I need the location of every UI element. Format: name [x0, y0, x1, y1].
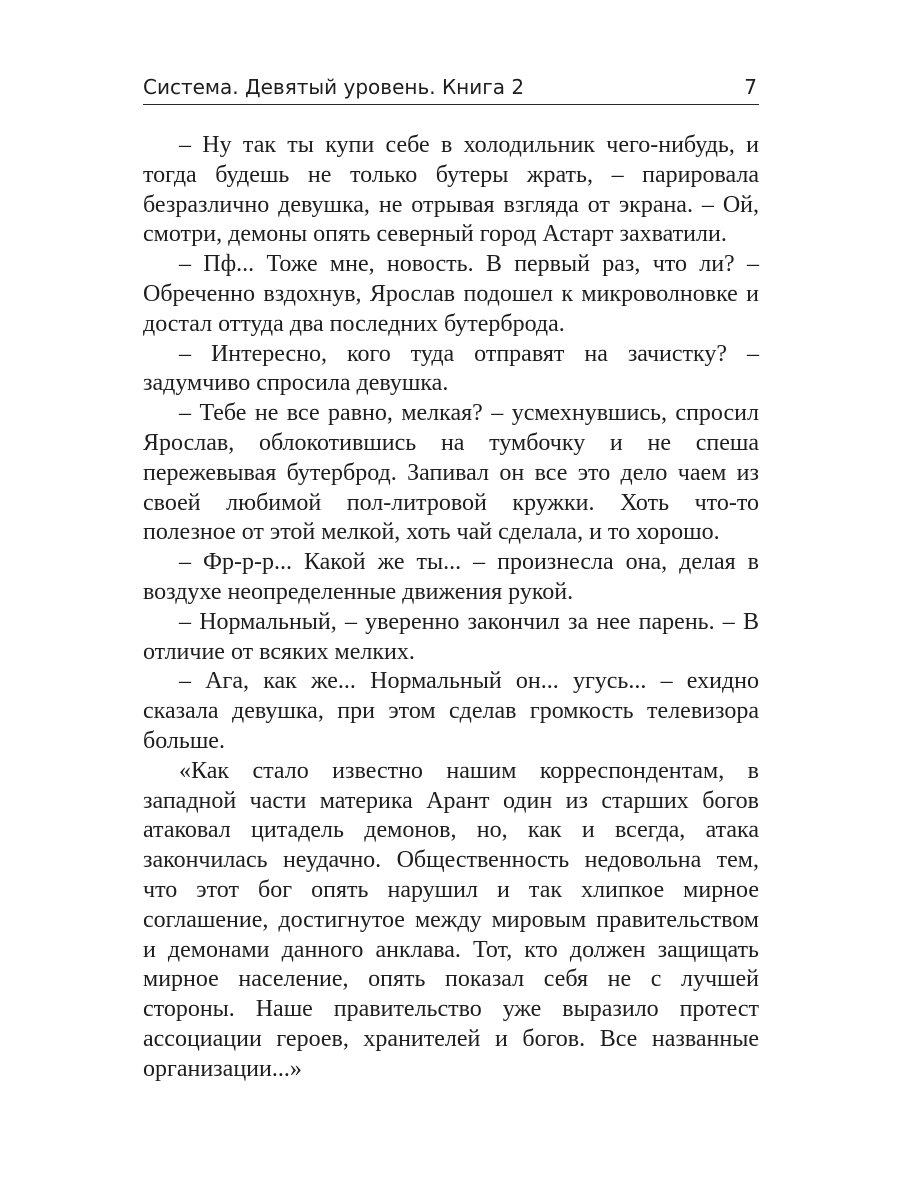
paragraph: – Фр-р-р... Какой же ты... – произнесла она, делая в воздухе неопределенные движения рукой. [143, 549, 759, 605]
paragraph: «Как стало известно нашим корреспондентам, в западной части материка Арант один из старших богов атаковал цитадель демонов, но, как и всегда, атака закончилась неудачно. Общественность недовольна тем, что этот бог опять нарушил и так хлипкое мирное соглашение, достигнутое между мировым правительством и демонами данного анклава. Тот, кто должен защищать мирное население, опять показал себя не с лучшей стороны. Наше правительство уже выразило протест ассоциации героев, хранителей и богов. Все названные организации...» [143, 757, 759, 1082]
paragraph: – Тебе не все равно, мелкая? – усмехнувшись, спросил Ярослав, облокотившись на тумбочку и не спеша пережевывая бутерброд. Запивал он все это дело чаем из своей любимой пол-литровой кружки. Хоть что-то полезное от этой мелкой, хоть чай сделала, и то хорошо. [143, 400, 759, 546]
paragraph: – Ну так ты купи себе в холодильник чего-нибудь, и тогда будешь не только бутеры жрать, – парировала безразлично девушка, не отрывая взгляда от экрана. – Ой, смотри, демоны опять северный город Астарт захватили. [143, 132, 759, 248]
page-body [143, 131, 759, 1085]
paragraph: – Ага, как же... Нормальный он... угусь... – ехидно сказала девушка, при этом сделав громкость телевизора больше. [143, 668, 759, 754]
page-number: 7 [744, 75, 757, 99]
running-head [143, 70, 759, 105]
paragraph: – Нормальный, – уверенно закончил за нее парень. – В отличие от всяких мелких. [143, 608, 759, 665]
book-title: Система. Девятый уровень. Книга 2 [143, 75, 525, 99]
paragraph: – Пф... Тоже мне, новость. В первый раз, что ли? – Обреченно вздохнув, Ярослав подошел к микроволновке и достал оттуда два последних бутерброда. [143, 251, 759, 337]
paragraph: – Интересно, кого туда отправят на зачистку? – задумчиво спросила девушка. [143, 340, 759, 397]
